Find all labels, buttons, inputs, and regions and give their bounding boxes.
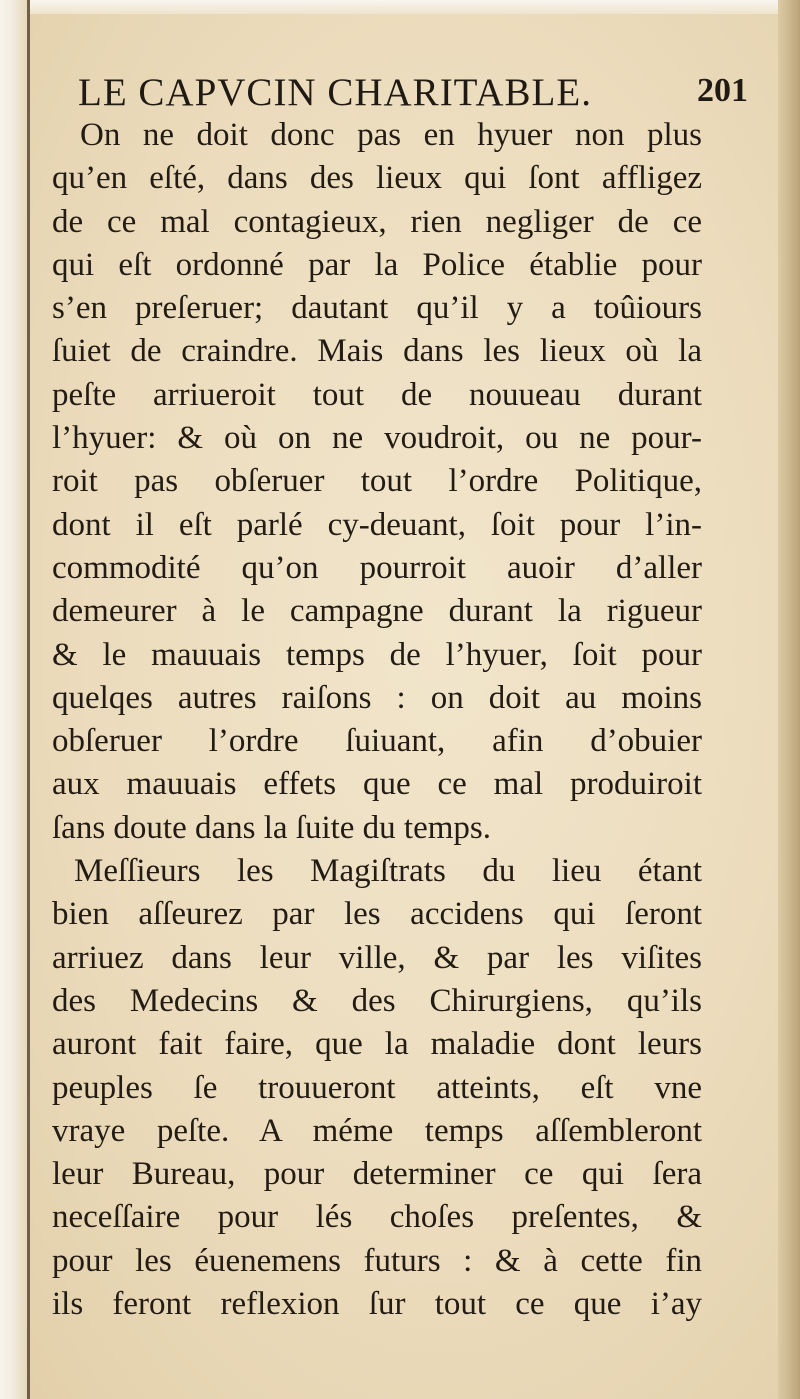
text-line: quelqes autres raiſons : on doit au moins xyxy=(52,679,702,716)
text-line: ils feront reflexion ſur tout ce que i’ay xyxy=(52,1286,702,1323)
text-line: ſuiet de craindre. Mais dans les lieux où la xyxy=(52,333,702,370)
text-line: de ce mal contagieux, rien negliger de ce xyxy=(52,203,702,240)
page-header xyxy=(78,70,748,120)
text-line: peſte arriueroit tout de nouueau durant xyxy=(52,376,702,413)
text-line: dont il eſt parlé cy-deuant, ſoit pour l’in- xyxy=(52,506,702,543)
text-line: auront fait faire, que la maladie dont leurs xyxy=(52,1026,702,1063)
text-line: & le mauuais temps de l’hyuer, ſoit pour xyxy=(52,636,702,673)
text-line: On ne doit donc pas en hyuer non plus xyxy=(80,117,702,153)
text-line: aux mauuais effets que ce mal produiroit xyxy=(52,766,702,803)
text-line: vraye peſte. A méme temps aſſembleront xyxy=(52,1112,702,1149)
page-binding-edge xyxy=(0,0,30,1399)
page-top-edge xyxy=(0,0,800,14)
text-line: pour les éuenemens futurs : & à cette fin xyxy=(52,1242,702,1279)
text-line: arriuez dans leur ville, & par les viſites xyxy=(52,939,702,976)
text-line: demeurer à le campagne durant la rigueur xyxy=(52,593,702,630)
text-line: neceſſaire pour lés choſes preſentes, & xyxy=(52,1199,702,1236)
text-line: qui eſt ordonné par la Police établie pour xyxy=(52,246,702,283)
text-line: l’hyuer: & où on ne voudroit, ou ne pour- xyxy=(52,420,702,457)
text-line: s’en preſeruer; dautant qu’il y a toûiours xyxy=(52,290,702,327)
text-line: obſeruer l’ordre ſuiuant, afin d’obuier xyxy=(52,723,702,760)
page-number: 201 xyxy=(697,72,748,109)
text-line: peuples ſe trouueront atteints, eſt vne xyxy=(52,1069,702,1106)
body-text xyxy=(52,114,702,1326)
text-line: qu’en eſté, dans des lieux qui ſont affligez xyxy=(52,160,702,197)
text-line: Meſſieurs les Magiſtrats du lieu étant xyxy=(74,853,702,890)
text-line: commodité qu’on pourroit auoir d’aller xyxy=(52,549,702,586)
text-line: roit pas obſeruer tout l’ordre Politique, xyxy=(52,463,702,500)
text-line: leur Bureau, pour determiner ce qui ſera xyxy=(52,1156,702,1193)
running-title: LE CAPVCIN CHARITABLE. xyxy=(78,71,592,114)
text-line: bien aſſeurez par les accidens qui ſeront xyxy=(52,896,702,933)
text-line: ſans doute dans la ſuite du temps. xyxy=(52,809,492,846)
page-right-edge xyxy=(778,0,800,1399)
text-line: des Medecins & des Chirurgiens, qu’ils xyxy=(52,982,702,1019)
